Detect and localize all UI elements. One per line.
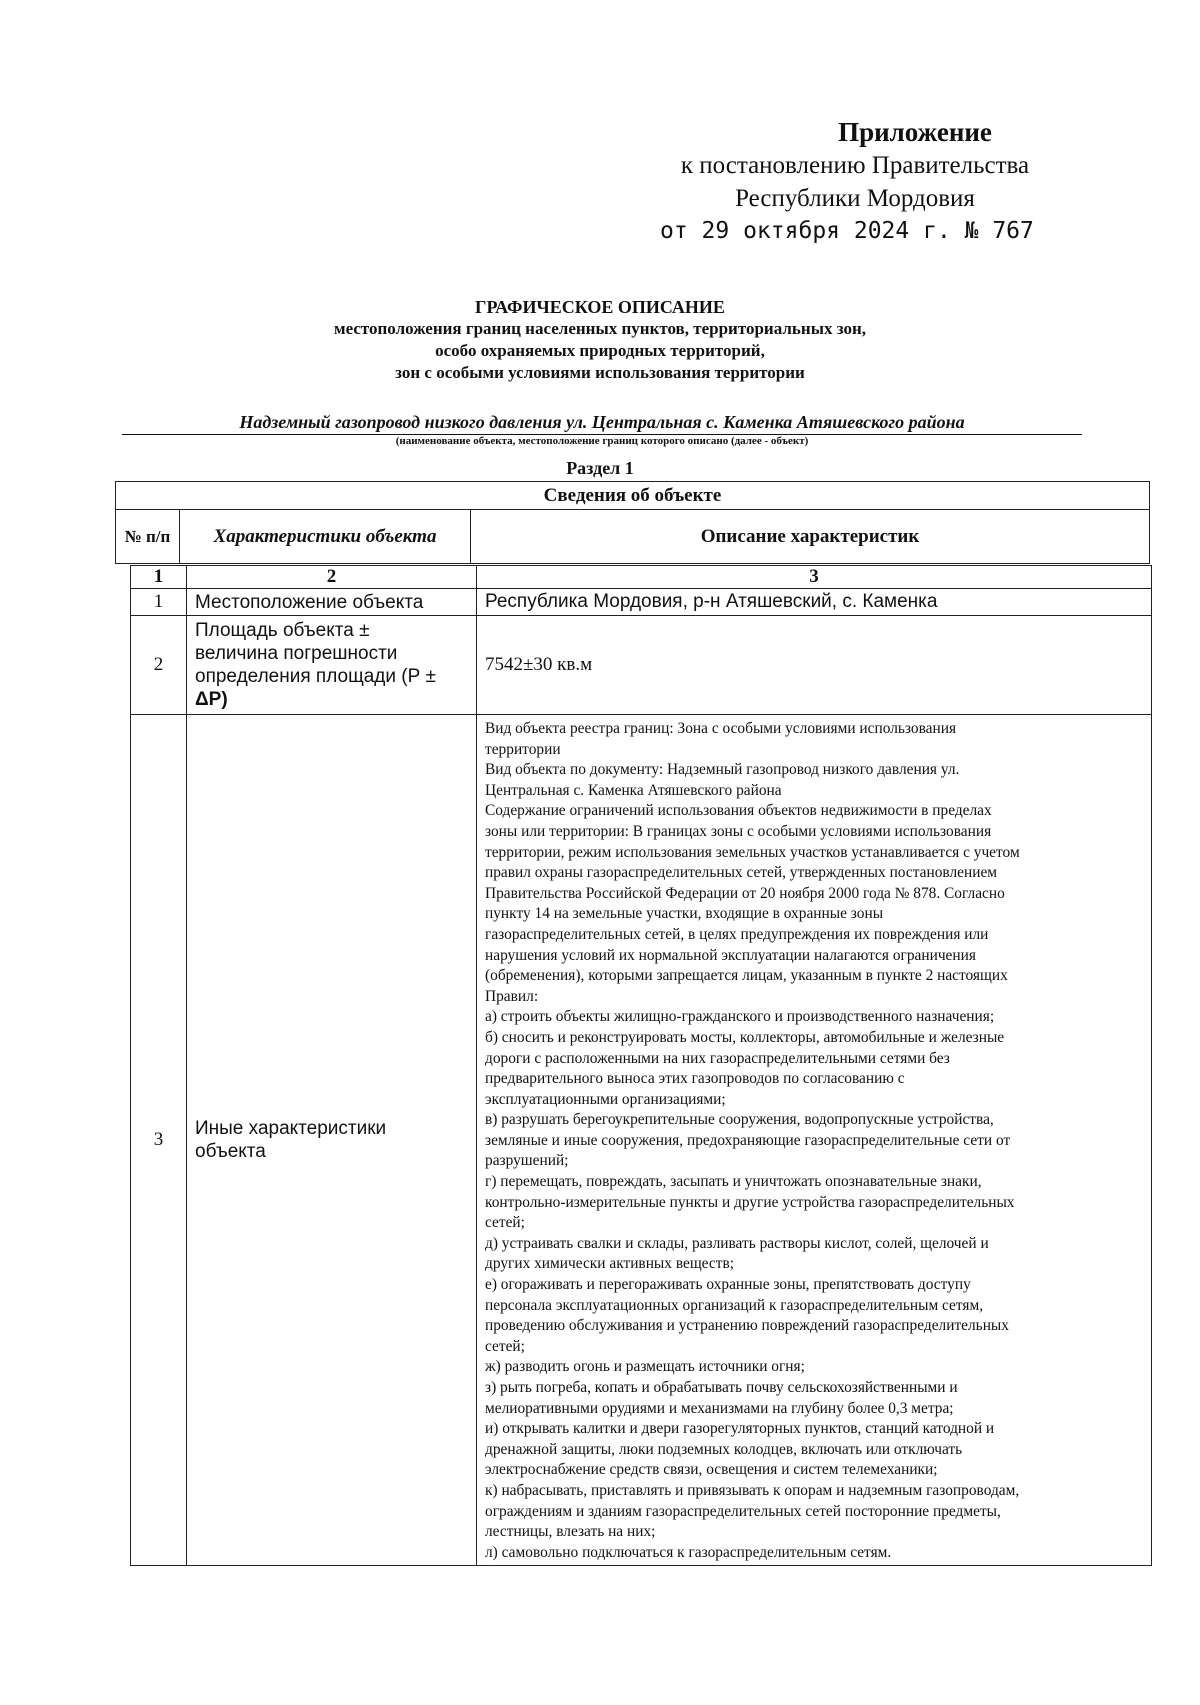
col-number-1: 1 [131, 566, 187, 589]
section-title: Раздел 1 [566, 458, 634, 478]
description-line: в) разрушать берегоукрепительные сооружения, водопропускные устройства, [485, 1111, 994, 1129]
description-line: электроснабжение средств связи, освещения и систем телемеханики; [485, 1461, 938, 1479]
row-description [477, 715, 1152, 1566]
description-line: Правительства Российской Федерации от 20 ноября 2000 года № 878. Согласно [485, 884, 1005, 902]
heading-line-3: зон с особыми условиями использования территории [395, 363, 805, 382]
header-characteristics: Характеристики объекта [180, 510, 471, 563]
description-line: персонала эксплуатационных организаций к газораспределительным сетям, [485, 1296, 984, 1314]
appendix-date-line: от 29 октября 2024 г. № 767 [660, 218, 1034, 244]
document-title: ГРАФИЧЕСКОЕ ОПИСАНИЕ [475, 297, 725, 317]
description-line: и) открывать калитки и двери газорегуляторных пунктов, станций катодной и [485, 1420, 995, 1438]
description-line: газораспределительных сетей, в целях предупреждения их повреждения или [485, 925, 989, 943]
description-line: правил охраны газораспределительных сетей, утвержденных постановлением [485, 864, 998, 882]
description-line: д) устраивать свалки и склады, разливать растворы кислот, солей, щелочей и [485, 1234, 989, 1252]
description-line: б) сносить и реконструировать мосты, коллекторы, автомобильные и железные [485, 1028, 1005, 1046]
row-characteristic [187, 715, 477, 1566]
row-number: 2 [131, 616, 187, 715]
object-name-note: (наименование объекта, местоположение границ которого описано (далее - объект) [395, 435, 809, 447]
description-line: дороги с расположенными на них газораспределительными сетями без [485, 1049, 950, 1067]
header-num: № п/п [116, 510, 180, 563]
row-description: Республика Мордовия, р-н Атяшевский, с. Каменка [477, 589, 1152, 616]
table-caption: Сведения об объекте [116, 482, 1149, 510]
description-line: сетей; [485, 1337, 525, 1355]
heading-line-2: особо охраняемых природных территорий, [435, 341, 765, 360]
description-line: ограждениям и зданиям газораспределительных сетей посторонние предметы, [485, 1502, 1001, 1520]
description-line: дренажной защиты, люки подземных колодцев, включать или отключать [485, 1440, 963, 1458]
description-line: к) набрасывать, приставлять и привязывать к опорам и надземным газопроводам, [485, 1481, 1020, 1499]
table-header-row [116, 510, 1149, 563]
characteristic-line: Площадь объекта ± [195, 620, 370, 641]
description-line: эксплуатационными организациями; [485, 1090, 726, 1108]
description-line: Вид объекта по документу: Надземный газопровод низкого давления ул. [485, 761, 960, 779]
description-line: л) самовольно подключаться к газораспределительным сетям. [485, 1543, 892, 1561]
characteristic-line: Иные характеристики [195, 1118, 387, 1140]
description-line: других химически активных веществ; [485, 1255, 734, 1273]
heading-line-1: местоположения границ населенных пунктов, территориальных зон, [334, 319, 866, 338]
description-line: предварительного выноса этих газопроводов по согласованию с [485, 1070, 905, 1088]
row-characteristic [187, 616, 477, 715]
object-name: Надземный газопровод низкого давления ул. Центральная с. Каменка Атяшевского района [122, 412, 1082, 435]
table-row [131, 589, 1152, 616]
description-line: контрольно-измерительные пункты и другие устройства газораспределительных [485, 1193, 1015, 1211]
column-number-row [131, 566, 1152, 589]
description-line: пункту 14 на земельные участки, входящие в охранные зоны [485, 905, 884, 923]
description-line: Вид объекта реестра границ: Зона с особыми условиями использования [485, 720, 957, 737]
description-line: (обременения), которыми запрещается лицам, указанным в пункте 2 настоящих [485, 967, 1008, 985]
description-line: лестницы, влезать на них; [485, 1523, 656, 1541]
table-row [131, 715, 1152, 1566]
col-number-2: 2 [187, 566, 477, 589]
appendix-line-1: к постановлению Правительства [680, 152, 1030, 179]
characteristic-line: объекта [195, 1141, 266, 1163]
table-row [131, 616, 1152, 715]
description-line: г) перемещать, повреждать, засыпать и уничтожать опознавательные знаки, [485, 1173, 982, 1191]
description-line: Правил: [485, 987, 539, 1005]
description-line: з) рыть погреба, копать и обрабатывать почву сельскохозяйственными и [485, 1379, 958, 1396]
header-description: Описание характеристик [700, 525, 920, 547]
description-line: Содержание ограничений использования объектов недвижимости в пределах [485, 802, 992, 820]
document-heading [230, 296, 970, 384]
description-line: мелиоративными орудиями и механизмами на глубину более 0,3 метра; [485, 1399, 954, 1417]
description-line: нарушения условий их нормальной эксплуатации налагаются ограничения [485, 946, 976, 964]
row-number: 3 [131, 715, 187, 1566]
characteristic-line: ΔР) [195, 689, 228, 710]
description-line: земляные и иные сооружения, предохраняющие газораспределительные сети от [485, 1131, 1011, 1149]
characteristic-line: величина погрешности [195, 643, 398, 664]
description-line: а) строить объекты жилищно-гражданского и производственного назначения; [485, 1008, 995, 1026]
description-line: зоны или территории: В границах зоны с особыми условиями использования [485, 822, 992, 840]
appendix-title: Приложение [838, 117, 992, 147]
appendix-block [640, 116, 1070, 248]
description-line: территории [485, 740, 561, 758]
table-header-frame [115, 481, 1150, 564]
description-line: проведению обслуживания и устранению повреждений газораспределительных [485, 1317, 1009, 1335]
row-description: 7542±30 кв.м [477, 616, 1152, 715]
appendix-line-2: Республики Мордовия [735, 185, 975, 212]
row-characteristic: Местоположение объекта [187, 589, 477, 616]
description-line: сетей; [485, 1214, 525, 1232]
description-line: Центральная с. Каменка Атяшевского района [485, 781, 782, 799]
col-number-3: 3 [477, 566, 1152, 589]
description-line: е) огораживать и перегораживать охранные зоны, препятствовать доступу [485, 1276, 971, 1294]
object-info-table [130, 565, 1152, 1566]
row-number: 1 [131, 589, 187, 616]
description-line: территории, режим использования земельных участков устанавливается с учетом [485, 843, 1020, 861]
description-line: ж) разводить огонь и размещать источники огня; [485, 1358, 805, 1376]
characteristic-line: определения площади (Р ± [195, 666, 436, 687]
description-line: разрушений; [485, 1152, 569, 1170]
